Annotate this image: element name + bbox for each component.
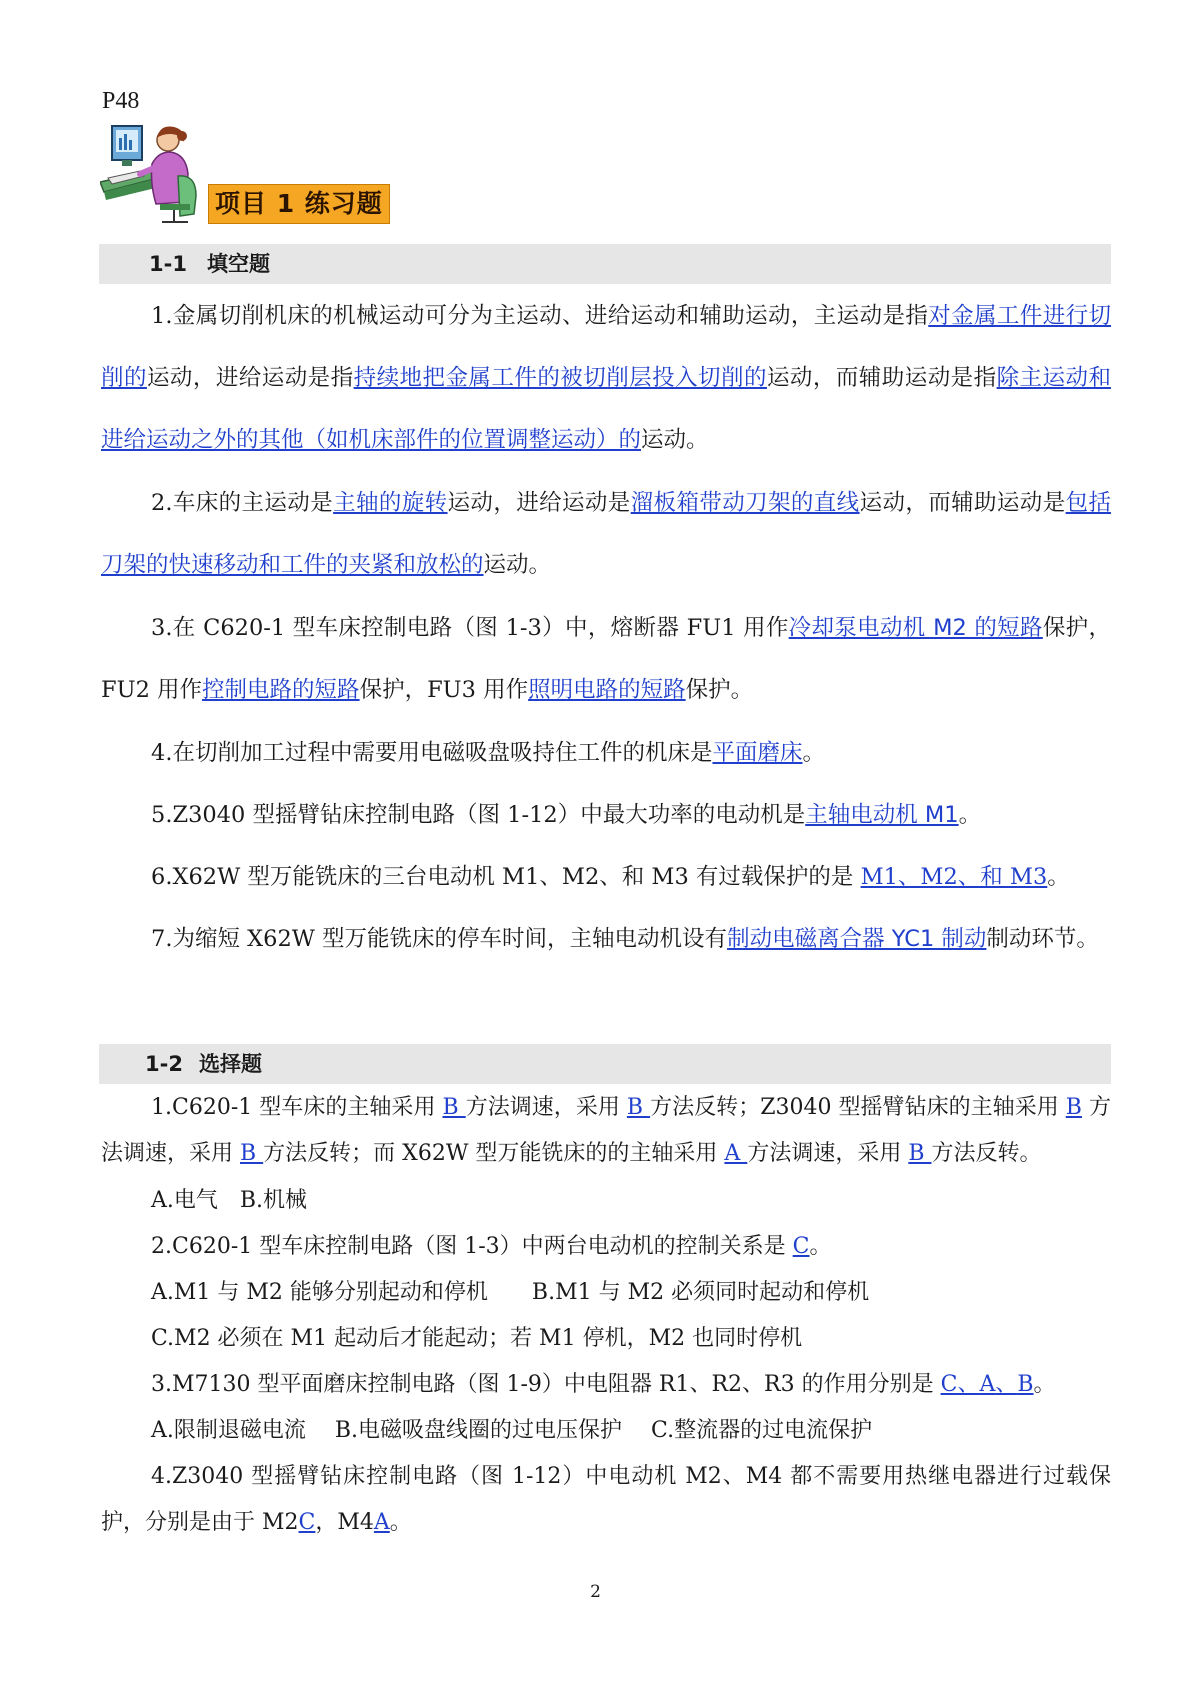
section-number: 1-1 [149, 252, 187, 276]
question-text: 5.Z3040 型摇臂钻床控制电路（图 1-12）中最大功率的电动机是 [151, 802, 806, 828]
question-1-1-3 [101, 597, 1111, 721]
question-text: 保护。 [685, 677, 754, 703]
answer-link[interactable]: A [373, 1510, 390, 1535]
answer-link[interactable]: B [442, 1095, 466, 1120]
question-text: 方法调速，采用 [465, 1095, 627, 1120]
answer-link[interactable]: B [240, 1141, 264, 1166]
answer-link[interactable]: 溜板箱带动刀架的直线 [630, 490, 860, 516]
question-text: 运动，进给运动是指 [146, 365, 354, 391]
question-1-1-2 [101, 472, 1111, 596]
question-text: 3.M7130 型平面磨床控制电路（图 1-9）中电阻器 R1、R2、R3 的作用分别是 [151, 1372, 941, 1397]
question-1-2-1 [101, 1085, 1111, 1177]
question-text: 方法反转。 [931, 1141, 1042, 1166]
question-text: 。 [809, 1234, 832, 1259]
answer-link[interactable]: C [940, 1372, 958, 1397]
options-1-2-2-ab: A.M1 与 M2 能够分别起动和停机 B.M1 与 M2 必须同时起动和停机 [151, 1280, 870, 1305]
question-1-1-4 [101, 722, 1111, 784]
question-text: 运动，进给运动是 [447, 490, 631, 516]
question-text: 。 [958, 802, 982, 828]
question-1-1-7 [101, 908, 1111, 970]
question-text: 方法反转；Z3040 型摇臂钻床的主轴采用 [650, 1095, 1066, 1120]
answer-link[interactable]: 包括刀架的快速移动和工件的夹紧和放松的 [101, 490, 1111, 578]
question-1-1-6 [101, 846, 1111, 908]
answer-link[interactable]: C [792, 1234, 810, 1259]
answer-link[interactable]: 照明电路的短路 [528, 677, 686, 703]
answer-link[interactable]: 持续地把金属工件的被切削层投入切削的 [353, 365, 767, 391]
answer-link[interactable]: 对金属工件进行切削的 [101, 303, 1111, 391]
question-text: 3.在 C620-1 型车床控制电路（图 1-3）中，熔断器 FU1 用作 [151, 615, 789, 641]
options-1-2-3: A.限制退磁电流 B.电磁吸盘线圈的过电压保护 C.整流器的过电流保护 [151, 1418, 873, 1443]
question-text: 。 [389, 1510, 412, 1535]
answer-link[interactable]: B [1017, 1372, 1034, 1397]
question-text: ，M4 [315, 1510, 374, 1535]
section-title: 选择题 [199, 1052, 262, 1076]
answer-link[interactable]: 主轴电动机 M1 [805, 802, 959, 828]
answer-link[interactable]: 主轴的旋转 [333, 490, 448, 516]
answer-link[interactable]: B [626, 1095, 651, 1120]
options-1-2-1: A.电气 B.机械 [151, 1188, 308, 1213]
question-text: 2.车床的主运动是 [151, 490, 334, 516]
question-text: 1.C620-1 型车床的主轴采用 [151, 1095, 443, 1120]
question-1-1-5 [101, 784, 1111, 846]
answer-link[interactable]: 除主运动和进给运动之外的其他（如机床部件的位置调整运动）的 [101, 365, 1111, 453]
page-number: 2 [590, 1582, 601, 1602]
question-text: 2.C620-1 型车床控制电路（图 1-3）中两台电动机的控制关系是 [151, 1234, 793, 1259]
section-header-multiple-choice [99, 1044, 1111, 1084]
question-text: 运动，而辅助运动是 [859, 490, 1066, 516]
woman-at-computer-illustration [100, 124, 200, 224]
question-1-2-4 [101, 1454, 1111, 1546]
question-text: 方法调速，采用 [747, 1141, 909, 1166]
question-text: 1.金属切削机床的机械运动可分为主运动、进给运动和辅助运动，主运动是指 [151, 303, 929, 329]
question-text: 运动，而辅助运动是指 [766, 365, 997, 391]
answer-link[interactable]: B [908, 1141, 932, 1166]
answer-link[interactable]: B [1065, 1095, 1082, 1120]
question-text: 4.在切削加工过程中需要用电磁吸盘吸持住工件的机床是 [151, 740, 713, 766]
answer-link[interactable]: 控制电路的短路 [202, 677, 360, 703]
section-title: 填空题 [207, 252, 270, 276]
answer-link[interactable]: 冷却泵电动机 M2 的短路 [788, 615, 1043, 641]
section-header-fill-blank [99, 244, 1111, 284]
question-text: 运动。 [641, 427, 709, 453]
question-text: 。 [802, 740, 825, 766]
question-text: 4.Z3040 型摇臂钻床控制电路（图 1-12）中电动机 M2、M4 都不需要用热继电器进行过载保护，分别是由于 M2 [101, 1464, 1111, 1535]
section-number: 1-2 [145, 1052, 183, 1076]
answer-separator: 、 [995, 1372, 1018, 1397]
page-reference: P48 [102, 88, 140, 114]
question-text: 制动环节。 [986, 926, 1099, 952]
question-text: 方法反转；而 X62W 型万能铣床的的主轴采用 [263, 1141, 725, 1166]
question-text: 。 [1033, 1372, 1056, 1397]
question-1-1-1 [101, 285, 1111, 471]
question-text: 保护，FU2 用作 [101, 615, 1111, 703]
answer-separator: 、 [957, 1372, 980, 1397]
options-1-2-2-c: C.M2 必须在 M1 起动后才能起动；若 M1 停机，M2 也同时停机 [151, 1326, 803, 1351]
question-text: 7.为缩短 X62W 型万能铣床的停车时间，主轴电动机设有 [151, 926, 728, 952]
question-text: 运动。 [483, 552, 552, 578]
question-text: 6.X62W 型万能铣床的三台电动机 M1、M2、和 M3 有过载保护的是 [151, 864, 861, 890]
answer-link[interactable]: M1、M2、和 M3 [860, 864, 1048, 890]
answer-link[interactable]: A [979, 1372, 996, 1397]
question-text: 。 [1047, 864, 1070, 890]
answer-link[interactable]: 平面磨床 [712, 740, 803, 766]
question-1-2-3 [101, 1362, 1111, 1408]
question-text: 保护，FU3 用作 [359, 677, 529, 703]
answer-link[interactable]: A [724, 1141, 748, 1166]
question-text: 方法调速，采用 [101, 1095, 1111, 1166]
question-1-2-2 [101, 1224, 1111, 1270]
exercise-banner: 项目 1 练习题 [208, 184, 390, 224]
answer-link[interactable]: 制动电磁离合器 YC1 制动 [727, 926, 987, 952]
answer-link[interactable]: C [298, 1510, 316, 1535]
